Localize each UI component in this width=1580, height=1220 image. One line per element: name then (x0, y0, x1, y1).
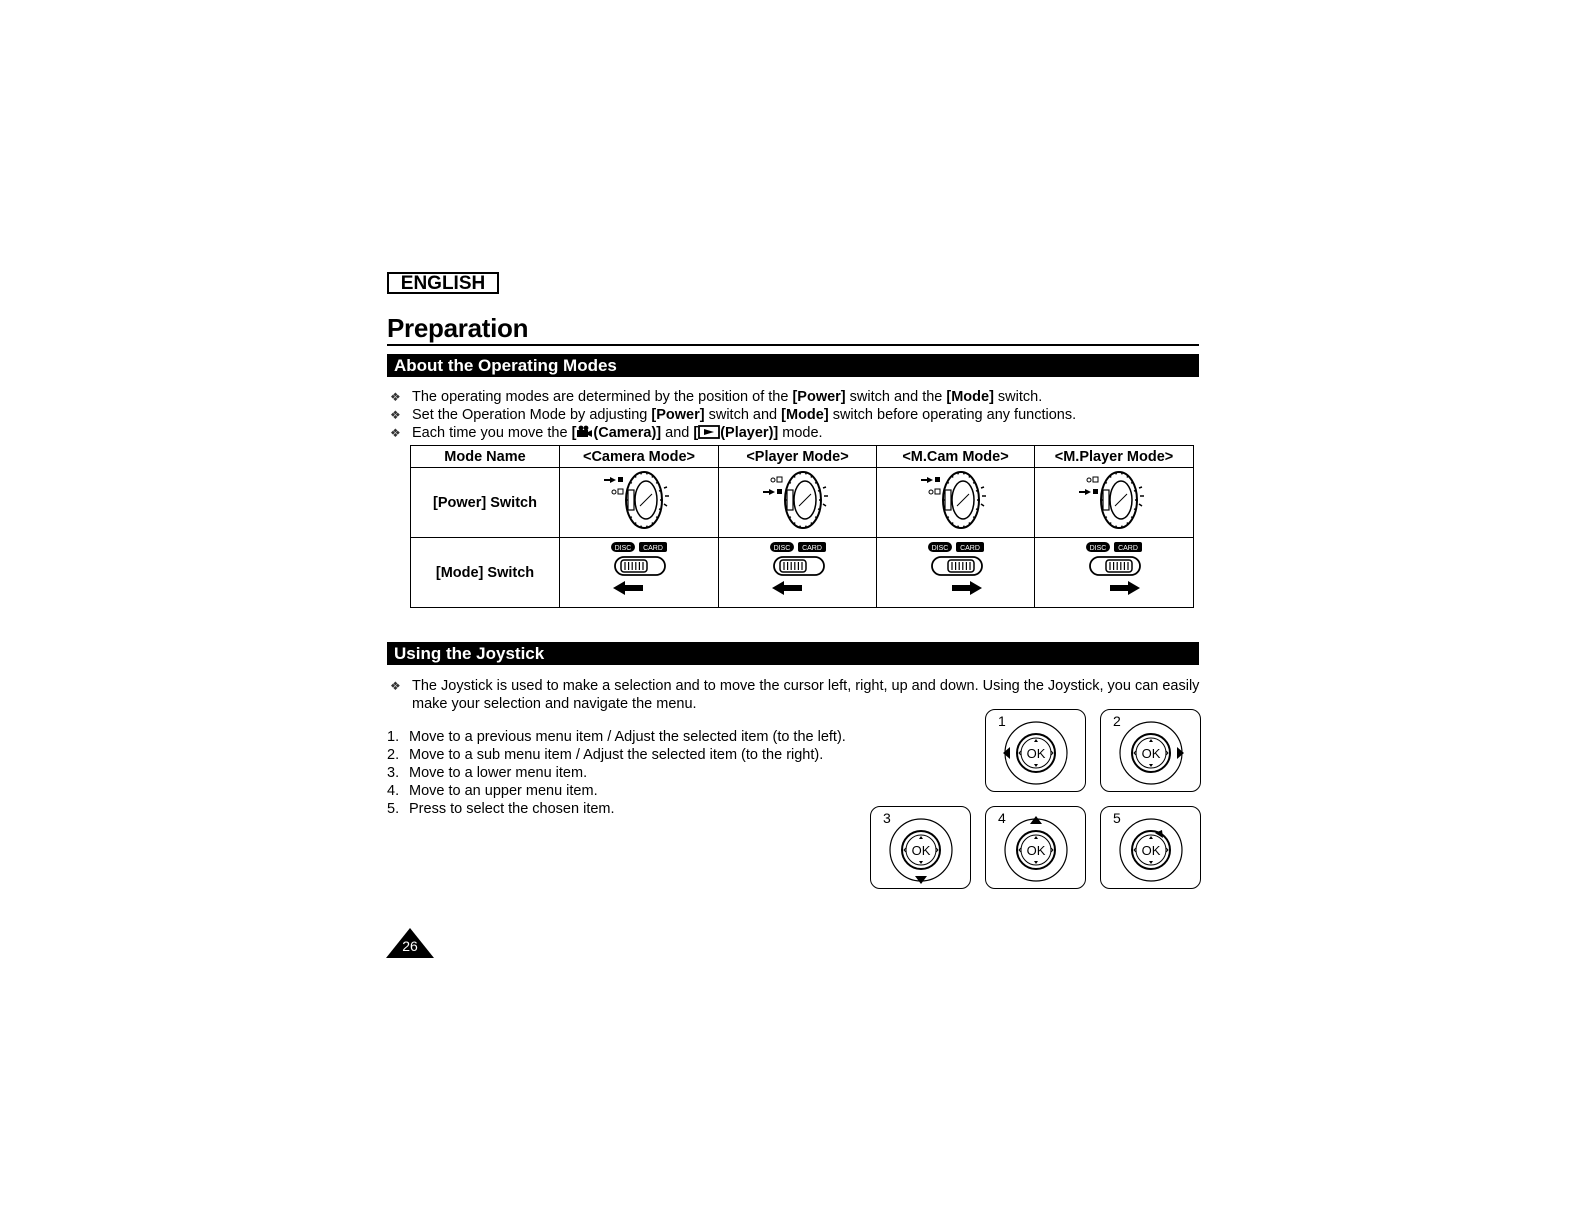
position-dot-icon (1087, 478, 1091, 482)
power-switch-cell (1035, 468, 1194, 538)
page-number: 26 (402, 938, 418, 954)
list-item: 3. Move to a lower menu item. (387, 765, 588, 781)
diamond-bullet-icon: ❖ (390, 426, 401, 440)
table-header: <Player Mode> (719, 446, 877, 468)
list-item: 2. Move to a sub menu item / Adjust the selected item (to the right). (387, 747, 824, 763)
dial-lever-icon (787, 490, 793, 510)
mode-switch-cell (560, 538, 719, 608)
arrow-right-icon (952, 581, 982, 595)
table-header: <M.Player Mode> (1035, 446, 1194, 468)
joystick-icon (1101, 807, 1202, 890)
joystick-intro-line1: The Joystick is used to make a selection and to move the cursor left, right, up and down. Using the Joystick, you can easily (412, 678, 1200, 694)
dial-tick-icon (823, 487, 828, 506)
table-header: Mode Name (411, 446, 560, 468)
position-dot-icon (612, 490, 616, 494)
mode-slider-icon (758, 538, 838, 602)
dial-lever-icon (628, 490, 634, 510)
bullet-item-continued (390, 695, 697, 713)
card-label: CARD (801, 545, 822, 552)
bullet-item: ❖ The operating modes are determined by the position of the [Power] switch and the [Mode] switch. (390, 389, 1043, 405)
dial-lever-icon (945, 490, 951, 510)
joystick-diagram-up: 4 OK (985, 806, 1086, 889)
joystick-diagram-down: 3 OK (870, 806, 971, 889)
power-dial-icon (911, 468, 1001, 532)
mode-slider-icon (1074, 538, 1154, 602)
ok-label: OK (1141, 746, 1161, 761)
arrow-left-icon (772, 581, 802, 595)
card-label: CARD (643, 545, 663, 552)
dial-tick-icon (664, 487, 669, 506)
ok-label: OK (1141, 843, 1161, 858)
joystick-icon (871, 807, 972, 890)
camera-mark-icon (935, 477, 940, 482)
player-mark-icon (618, 489, 623, 494)
mode-switch-cell (719, 538, 877, 608)
table-header: <Camera Mode> (560, 446, 719, 468)
disc-label: DISC (931, 545, 948, 552)
page-title: Preparation (387, 313, 529, 343)
joystick-diagram-right: 2 OK (1100, 709, 1201, 792)
bullet-item: ❖ Each time you move the [ (Camera)] and [ (Player)] mode. (390, 425, 823, 441)
list-item: 5. Press to select the chosen item. (387, 801, 615, 817)
disc-label: DISC (1089, 545, 1107, 552)
diamond-bullet-icon: ❖ (390, 679, 401, 693)
power-switch-cell (719, 468, 877, 538)
mode-switch-cell (877, 538, 1035, 608)
section-header-joystick: Using the Joystick (387, 642, 1199, 665)
player-mark-icon (777, 477, 782, 482)
power-switch-cell (877, 468, 1035, 538)
position-dot-icon (771, 478, 775, 482)
operating-modes-table (410, 445, 1194, 608)
card-label: CARD (1118, 545, 1138, 552)
power-dial-icon (594, 468, 684, 532)
dial-lever-icon (1103, 490, 1109, 510)
ok-label: OK (1026, 843, 1046, 858)
ok-label: OK (1026, 746, 1046, 761)
joystick-icon (986, 710, 1087, 793)
camera-mark-icon (618, 477, 623, 482)
bullet-item: ❖ Set the Operation Mode by adjusting [Power] switch and [Mode] switch before operating any functions. (390, 407, 1077, 423)
bullet-item (390, 677, 1199, 695)
mode-slider-icon (916, 538, 996, 602)
camera-mark-icon (777, 489, 782, 494)
mode-switch-cell (1035, 538, 1194, 608)
arrow-left-icon (613, 581, 643, 595)
camera-mark-icon (1093, 489, 1098, 494)
title-divider (387, 344, 1199, 346)
diamond-bullet-icon: ❖ (390, 390, 401, 404)
player-mark-icon (1093, 477, 1098, 482)
power-dial-icon (753, 468, 843, 532)
camera-icon (576, 425, 593, 438)
dial-tick-icon (981, 487, 986, 506)
joystick-intro-line2: make your selection and navigate the menu. (412, 696, 697, 712)
position-dot-icon (929, 490, 933, 494)
player-mark-icon (935, 489, 940, 494)
table-header: <M.Cam Mode> (877, 446, 1035, 468)
arrow-right-icon (1110, 581, 1140, 595)
joystick-icon (986, 807, 1087, 890)
card-label: CARD (959, 545, 980, 552)
power-dial-icon (1069, 468, 1159, 532)
power-switch-cell (560, 468, 719, 538)
disc-label: DISC (614, 545, 632, 552)
ok-label: OK (911, 843, 931, 858)
row-label-power-switch: [Power] Switch (411, 468, 560, 538)
disc-label: DISC (773, 545, 790, 552)
joystick-diagram-left: 1 OK (985, 709, 1086, 792)
mode-slider-icon (599, 538, 679, 602)
list-item: 1. Move to a previous menu item / Adjust the selected item (to the left). (387, 729, 846, 745)
row-label-mode-switch: [Mode] Switch (411, 538, 560, 608)
language-badge: ENGLISH (387, 272, 499, 294)
joystick-icon (1101, 710, 1202, 793)
list-item: 4. Move to an upper menu item. (387, 783, 598, 799)
diamond-bullet-icon: ❖ (390, 408, 401, 422)
section-header-operating-modes: About the Operating Modes (387, 354, 1199, 377)
play-icon (698, 425, 720, 439)
joystick-diagram-press: 5 OK (1100, 806, 1201, 889)
dial-tick-icon (1139, 487, 1144, 506)
